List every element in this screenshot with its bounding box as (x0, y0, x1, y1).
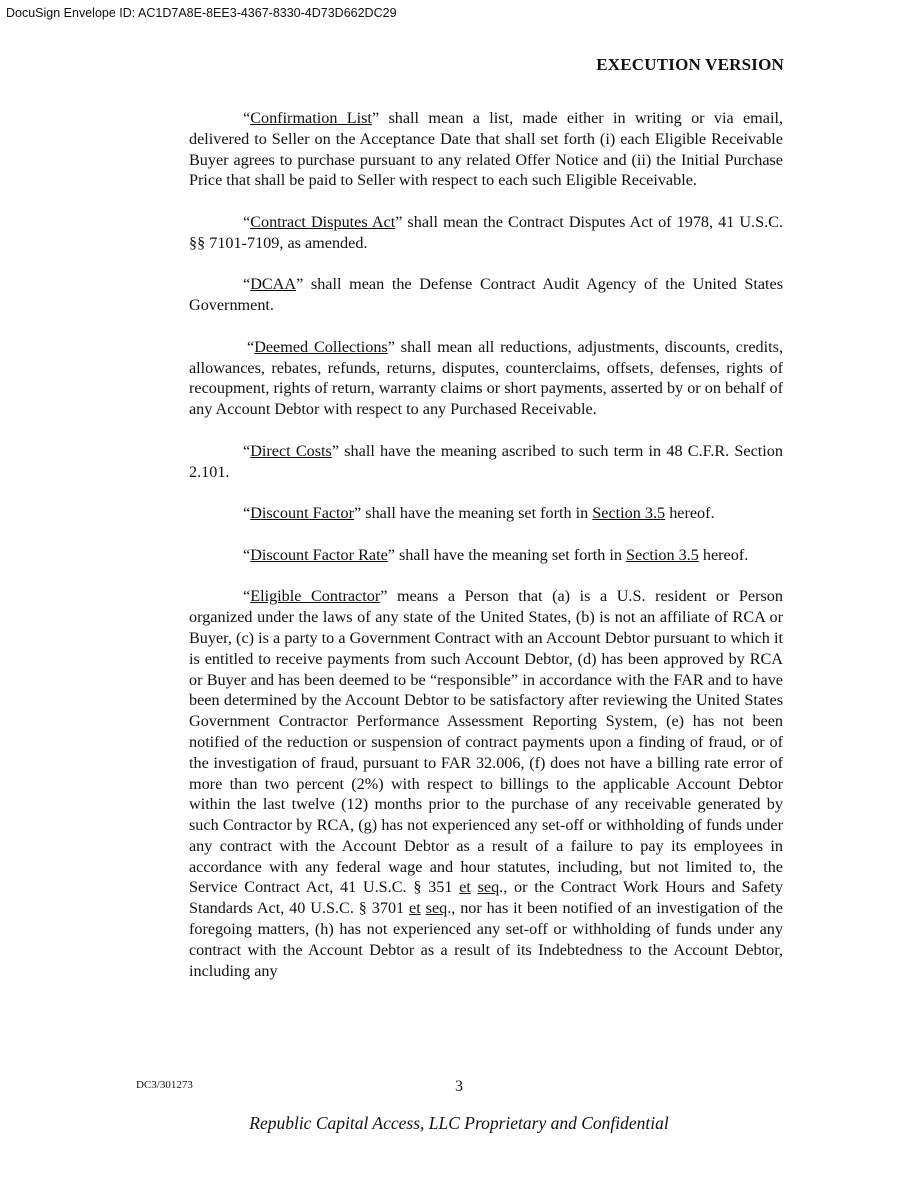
definition-contract-disputes-act: “Contract Disputes Act” shall mean the Contract Disputes Act of 1978, 41 U.S.C. §§ 7101-7109, as amended. (189, 212, 783, 252)
defined-term: Eligible Contractor (250, 587, 381, 606)
definition-discount-factor-rate: “Discount Factor Rate” shall have the meaning set forth in Section 3.5 hereof. (243, 545, 749, 564)
page-number: 3 (455, 1078, 463, 1095)
section-reference: Section 3.5 (626, 545, 699, 564)
defined-term: Deemed Collections (254, 337, 388, 356)
latin-et: et (459, 878, 471, 897)
footer-document-id: DC3/301273 (136, 1079, 193, 1091)
definition-text: ” shall mean all reductions, adjustments, discounts, credits, allowances, rebates, refunds, returns, disputes, counterclaims, offsets, defenses, rights of recoupment, rights of return, warranty claims or short payments, asserted by or on behalf of any Account Debtor with respect to any Purchased Receivable. (189, 337, 783, 419)
defined-term: Discount Factor (250, 504, 355, 523)
document-body (189, 108, 783, 1002)
definition-text: ” means a Person that (a) is a U.S. resident or Person organized under the laws of any state of the United States, (b) is not an affiliate of RCA or Buyer, (c) is a party to a Government Contract with an Account Debtor pursuant to which it is entitled to receive payments from such Account Debtor, (d) has been approved by RCA or Buyer and has been deemed to be “responsible” in accordance with the FAR and to have been determined by the Account Debtor to be satisfactory after reviewing the United States Government Contractor Performance Assessment Reporting System, (e) has not been notified of the reduction or suspension of contract payments upon a finding of fraud, or of the investigation of fraud, pursuant to FAR 32.006, (f) does not have a billing rate error of more than two percent (2%) with respect to billings to the applicable Account Debtor within the last twelve (12) months prior to the purchase of any receivable generated by such Contractor by RCA, (g) has not experienced any set-off or withholding of funds under any contract with the Account Debtor as a result of a failure to pay its employees in accordance with any federal wage and hour statutes, including, but not limited to, the Service Contract Act, 41 U.S.C. § 351 (189, 587, 783, 897)
section-reference: Section 3.5 (592, 504, 666, 523)
definition-direct-costs: “Direct Costs” shall have the meaning ascribed to such term in 48 C.F.R. Section 2.101. (189, 441, 783, 481)
definition-deemed-collections: “Deemed Collections” shall mean all reductions, adjustments, discounts, credits, allowances, rebates, refunds, returns, disputes, counterclaims, offsets, defenses, rights of recoupment, rights of return, warranty claims or short payments, asserted by or on behalf of any Account Debtor with respect to any Purchased Receivable. (189, 337, 783, 419)
execution-version-label: EXECUTION VERSION (596, 55, 784, 74)
definition-text: ” shall mean a list, made either in writing or via email, delivered to Seller on the Acceptance Date that shall set forth (i) each Eligible Receivable Buyer agrees to purchase pursuant to any related Offer Notice and (ii) the Initial Purchase Price that shall be paid to Seller with respect to each such Eligible Receivable. (189, 109, 784, 190)
definition-text: ” shall have the meaning set forth in (387, 545, 626, 564)
latin-seq: seq (425, 899, 448, 918)
confidentiality-notice: Republic Capital Access, LLC Proprietary and Confidential (249, 1113, 669, 1133)
defined-term: Confirmation List (250, 109, 372, 127)
defined-term: DCAA (250, 275, 297, 294)
defined-term: Direct Costs (250, 441, 332, 460)
defined-term: Contract Disputes Act (250, 212, 396, 231)
latin-seq: seq (477, 878, 500, 897)
definition-confirmation-list: “Confirmation List” shall mean a list, made either in writing or via email, delivered to Seller on the Acceptance Date that shall set forth (i) each Eligible Receivable Buyer agrees to purchase pursuant to any related Offer Notice and (ii) the Initial Purchase Price that shall be paid to Seller with respect to each such Eligible Receivable. (189, 109, 784, 190)
latin-et: et (409, 899, 421, 918)
definition-text: ” shall have the meaning set forth in (354, 504, 593, 523)
defined-term: Discount Factor Rate (250, 545, 388, 564)
definition-eligible-contractor: “Eligible Contractor” means a Person that (a) is a U.S. resident or Person organized under the laws of any state of the United States, (b) is not an affiliate of RCA or Buyer, (c) is a party to a Government Contract with an Account Debtor pursuant to which it is entitled to receive payments from such Account Debtor, (d) has been approved by RCA or Buyer and has been deemed to be “responsible” in accordance with the FAR and to have been determined by the Account Debtor to be satisfactory after reviewing the United States Government Contractor Performance Assessment Reporting System, (e) has not been notified of the reduction or suspension of contract payments upon a finding of fraud, or of the investigation of fraud, pursuant to FAR 32.006, (f) does not have a billing rate error of more than two percent (2%) with respect to billings to the applicable Account Debtor within the last twelve (12) months prior to the purchase of any receivable generated by such Contractor by RCA, (g) has not experienced any set-off or withholding of funds under any contract with the Account Debtor as a result of a failure to pay its employees in accordance with any federal wage and hour statutes, including, but not limited to, the Service Contract Act, 41 U.S.C. § 351 et seq., or the Contract Work Hours and Safety Standards Act, 40 U.S.C. § 3701 et seq., nor has it been notified of an investigation of the foregoing matters, (h) has not experienced any set-off or withholding of funds under any contract with the Account Debtor as a result of its Indebtedness to the Account Debtor, including any (189, 587, 784, 980)
docusign-envelope-id: DocuSign Envelope ID: AC1D7A8E-8EE3-4367-8330-4D73D662DC29 (6, 6, 397, 20)
definition-text: ” shall have the meaning ascribed to such term in 48 C.F.R. Section 2.101. (189, 441, 783, 481)
definition-dcaa: “DCAA” shall mean the Defense Contract Audit Agency of the United States Government. (189, 275, 783, 315)
definition-text: ” shall mean the Defense Contract Audit Agency of the United States Government. (189, 275, 783, 315)
definition-discount-factor: “Discount Factor” shall have the meaning set forth in Section 3.5 hereof. (243, 504, 715, 523)
definition-text: ” shall mean the Contract Disputes Act of 1978, 41 U.S.C. §§ 7101-7109, as amended. (189, 212, 783, 252)
